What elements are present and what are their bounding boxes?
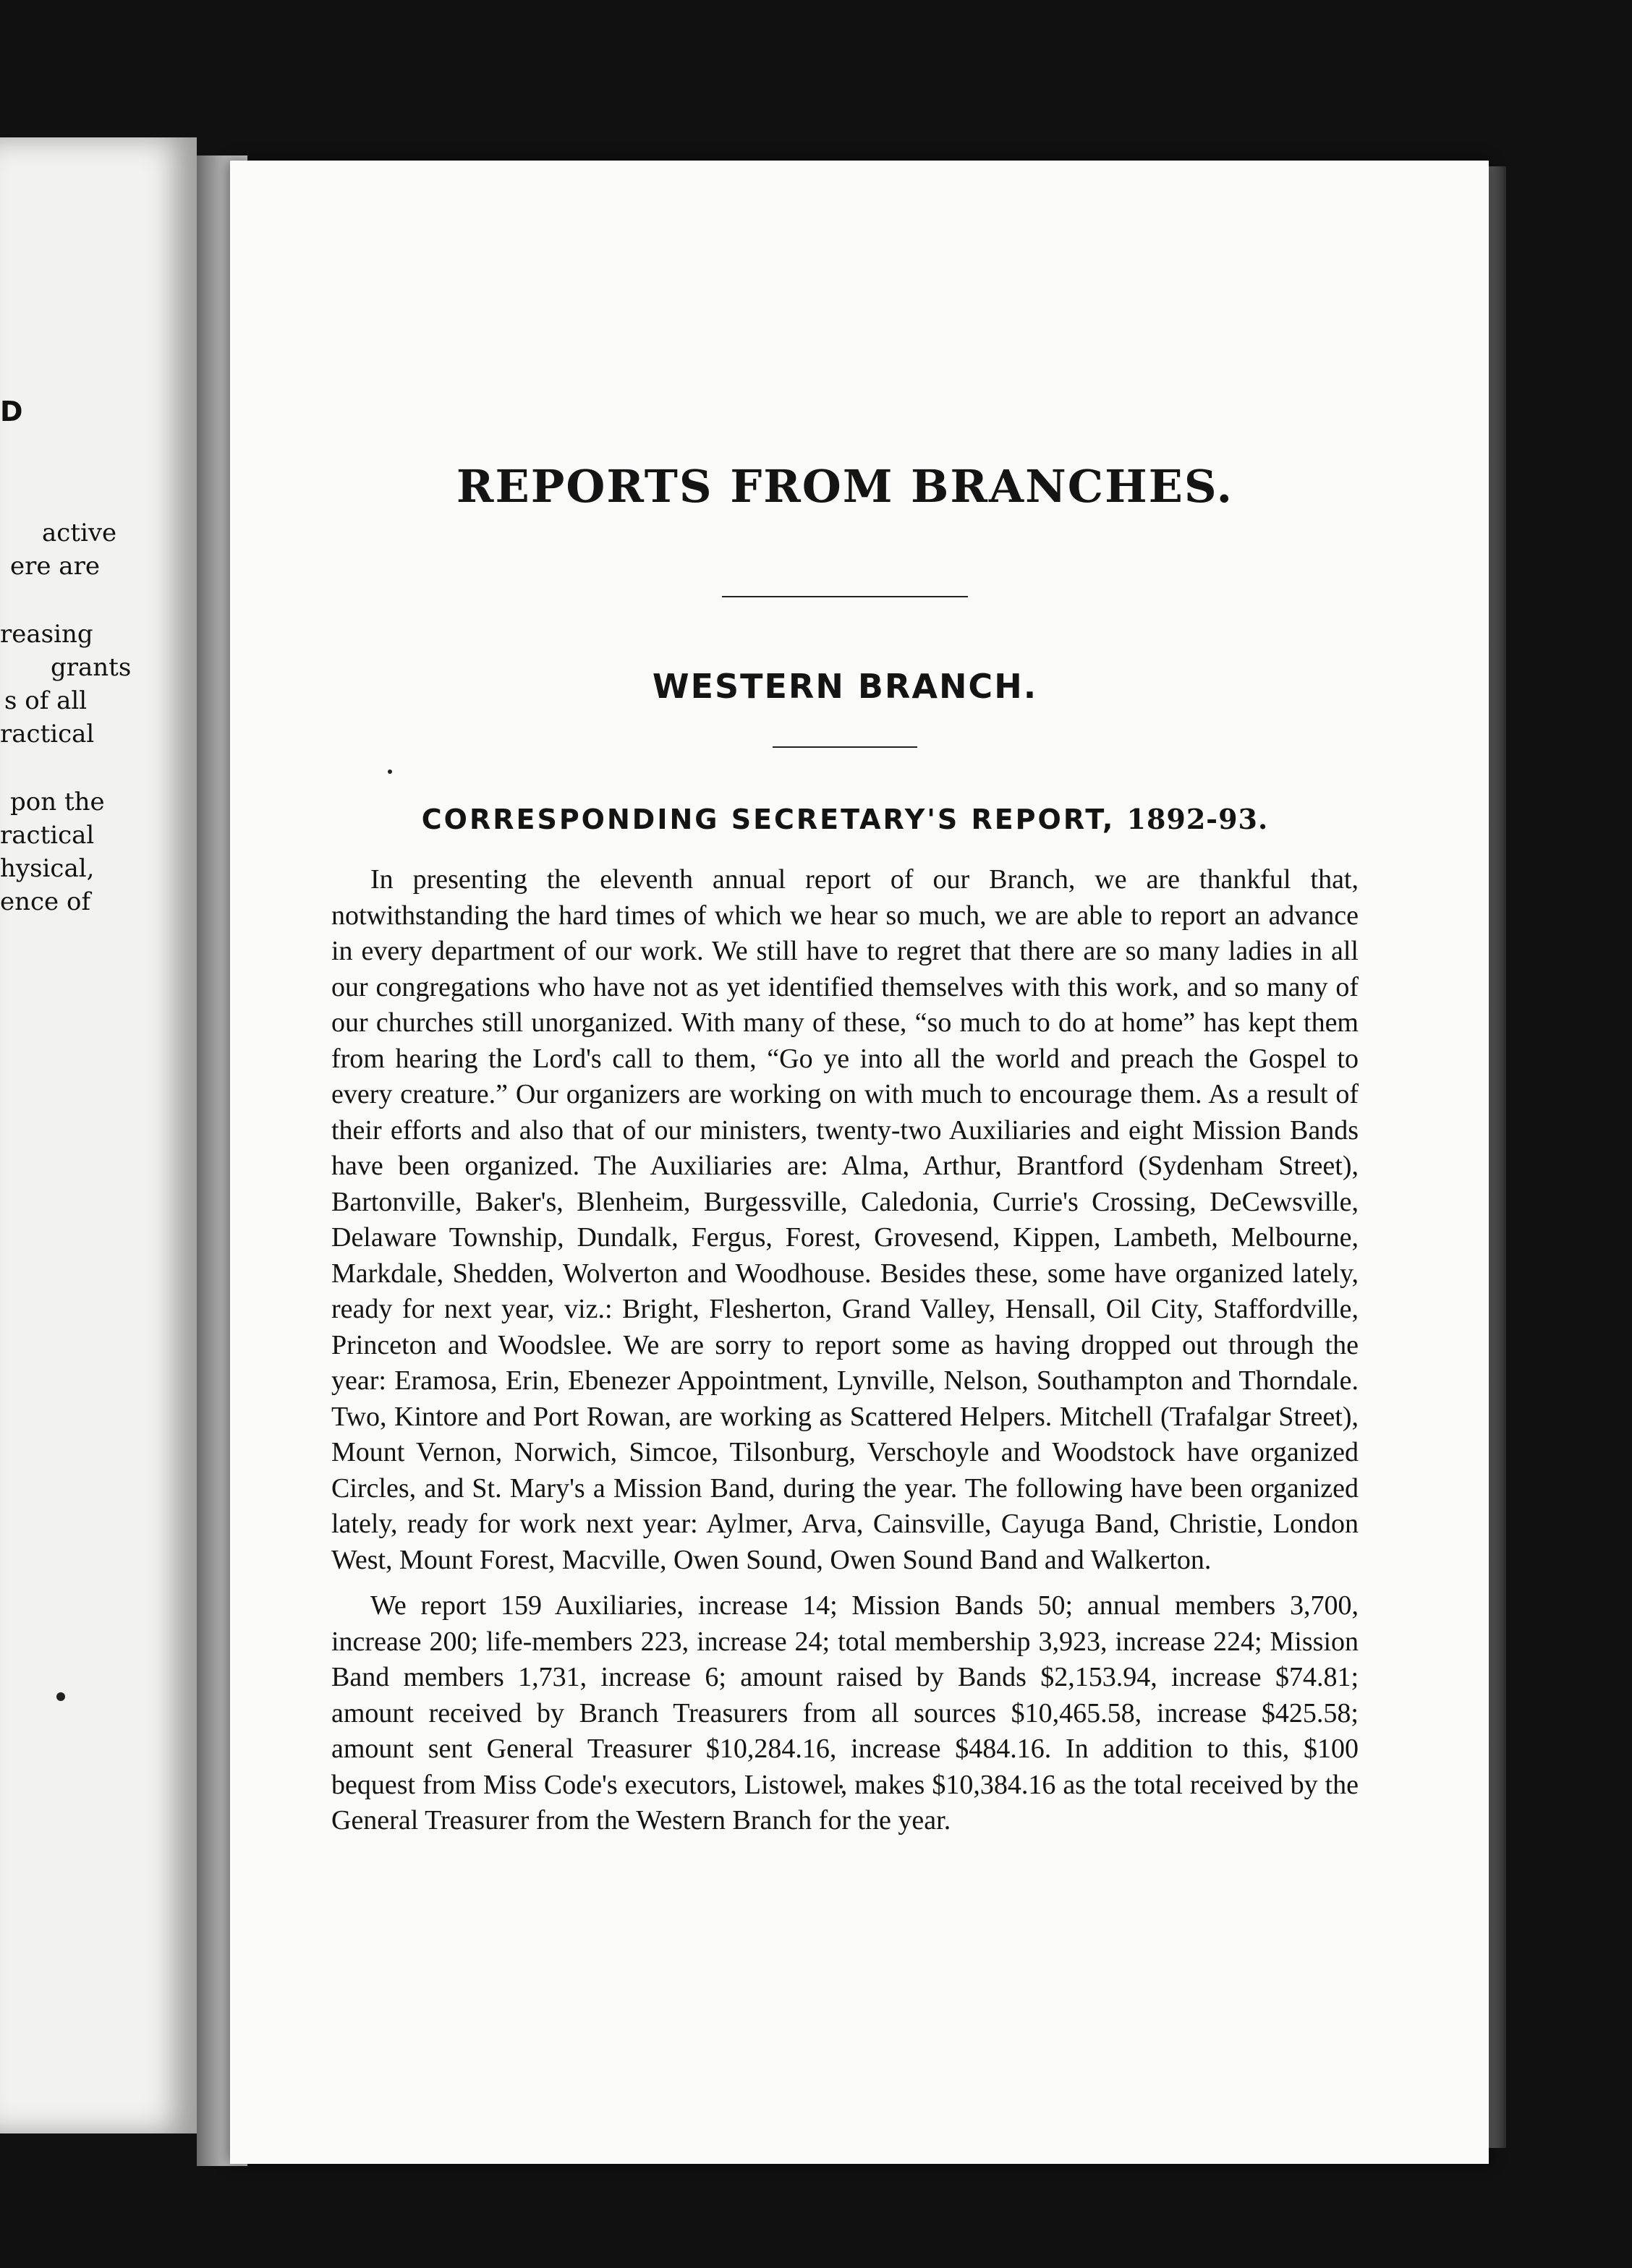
branch-heading: WESTERN BRANCH. [652,667,1038,706]
title-divider [722,596,968,597]
report-heading [331,803,1359,835]
page-title: REPORTS FROM BRANCHES. [456,460,1234,513]
left-page-fragment: reasing [0,620,93,649]
left-page-fragment: hysical, [0,854,95,883]
branch-divider [773,746,917,748]
left-page-fragment: pon the [10,788,105,817]
report-heading-text: CORRESPONDING SECRETARY'S REPORT, [421,803,1115,835]
ink-speck [56,1692,65,1701]
left-page-fragment: ractical [0,720,95,749]
left-page-fragment: s of all [4,686,88,715]
right-page [230,161,1489,2164]
left-page-fragment: ractical [0,821,95,850]
left-page-fragment: active [42,519,117,547]
report-paragraph: In presenting the eleventh annual report of our Branch, we are thankful that, notwithstanding the hard times of which we hear so much, we are able to report an advance in every department of our work. We still have to regret that there are so many ladies in all our congregations who have not as yet identified themselves with this work, and so many of our churches still unorganized. With many of these, “so much to do at home” has kept them from hearing the Lord's call to them, “Go ye into all the world and preach the Gospel to every creature.” Our organizers are working on with much to encourage them. As a result of their efforts and also that of our ministers, twenty-two Auxiliaries and eight Mission Bands have been organized. The Auxiliaries are: Alma, Arthur, Brantford (Sydenham Street), Bartonville, Baker's, Blenheim, Burgessville, Caledonia, Currie's Crossing, DeCewsville, Delaware Township, Dundalk, Fergus, Forest, Grovesend, Kippen, Lambeth, Melbourne, Markdale, Shedden, Wolverton and Woodhouse. Besides these, some have organized lately, ready for next year, viz.: Bright, Flesherton, Grand Valley, Hensall, Oil City, Staffordville, Princeton and Woodslee. We are sorry to report some as having dropped out through the year: Eramosa, Erin, Ebenezer Appointment, Lynville, Nelson, Southampton and Thorndale. Two, Kintore and Port Rowan, are working as Scattered Helpers. Mitchell (Trafalgar Street), Mount Vernon, Norwich, Simcoe, Tilsonburg, Verschoyle and Woodstock have organized Circles, and St. Mary's a Mission Band, during the year. The following have been organized lately, ready for work next year: Aylmer, Arva, Cainsville, Cayuga Band, Christie, London West, Mount Forest, Macville, Owen Sound, Owen Sound Band and Walkerton. [331,864,1359,1575]
left-page-fragment: D [0,396,23,427]
left-page-fragment: grants [51,653,132,682]
left-page [0,137,197,2133]
report-paragraph: We report 159 Auxiliaries, increase 14; Mission Bands 50; annual members 3,700, increase 200; life-members 223, increase 24; total membership 3,923, increase 224; Mission Band members 1,731, increase 6; amount raised by Bands $2,153.94, increase $74.81; amount received by Branch Treasurers from all sources $10,465.58, increase $425.58; amount sent General Treasurer $10,284.16, increase $484.16. In addition to this, $100 bequest from Miss Code's executors, Listowel, makes $10,384.16 as the total received by the General Treasurer from the Western Branch for the year. [331,1590,1359,1836]
page-content [331,460,1359,1839]
report-year: 1892-93. [1126,803,1269,835]
left-page-fragment: ence of [0,887,91,916]
left-page-fragment: ere are [10,552,100,581]
